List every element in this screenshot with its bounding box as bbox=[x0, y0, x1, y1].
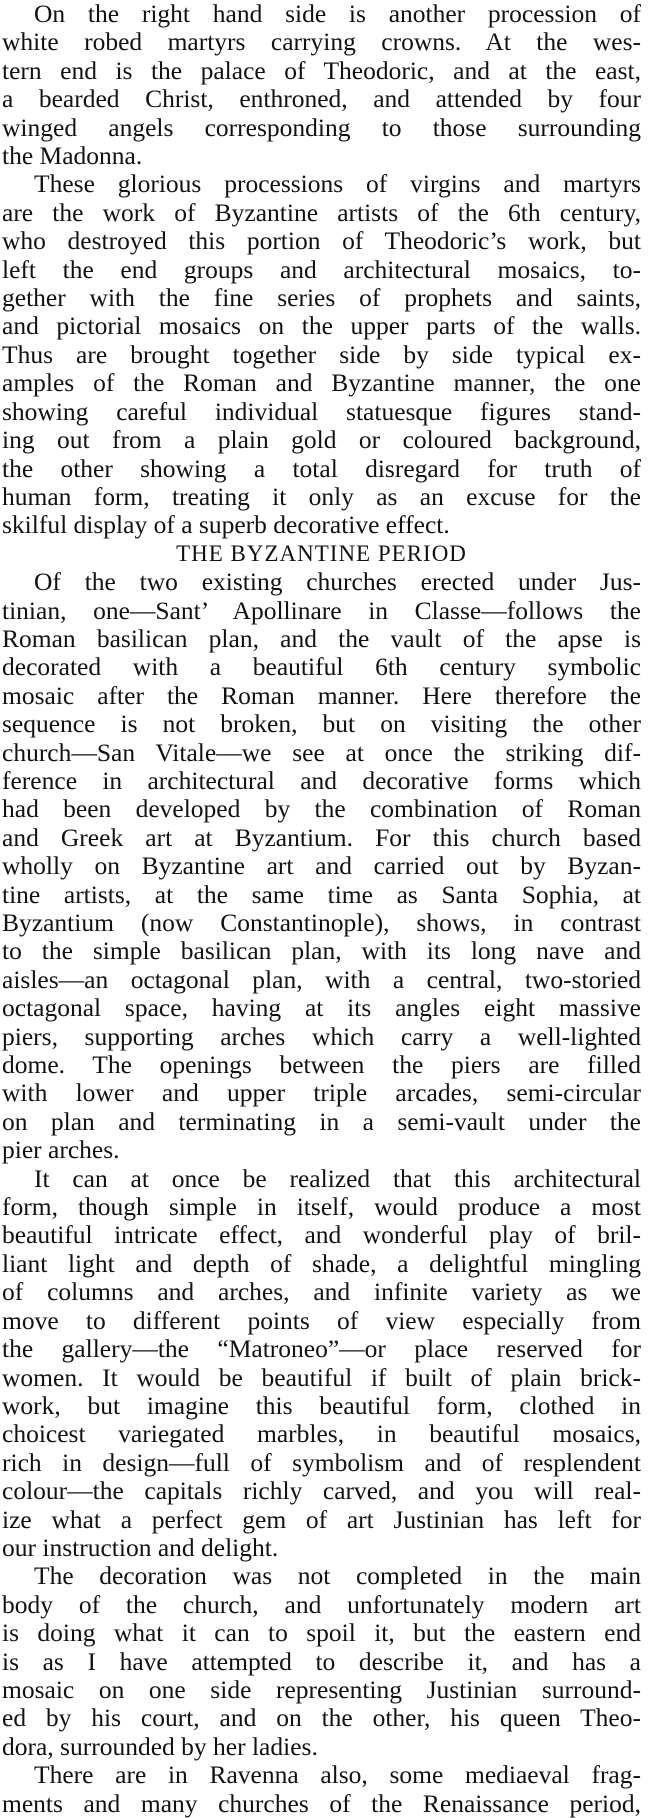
text-line: piers, supporting arches which carry a well-lighted bbox=[2, 1022, 641, 1051]
text-line: to the simple basilican plan, with its long nave and bbox=[2, 937, 641, 966]
text-line: pier arches. bbox=[2, 1136, 120, 1165]
paragraph-ravenna-fragments bbox=[2, 1761, 641, 1818]
text-line: tern end is the palace of Theodoric, and at the east, bbox=[2, 56, 641, 85]
text-line: mosaic after the Roman manner. Here therefore the bbox=[2, 681, 641, 710]
text-line: our instruction and delight. bbox=[2, 1533, 279, 1562]
text-line: sequence is not broken, but on visiting the other bbox=[2, 710, 641, 739]
text-line: ference in architectural and decorative forms which bbox=[2, 766, 641, 795]
paragraph-byzantine-artists bbox=[2, 170, 641, 539]
text-line: and Greek art at Byzantium. For this church based bbox=[2, 823, 641, 852]
text-line: winged angels corresponding to those surrounding bbox=[2, 113, 641, 142]
text-line: the gallery—the “Matroneo”—or place reserved for bbox=[2, 1335, 641, 1364]
text-line: tine artists, at the same time as Santa Sophia, at bbox=[2, 880, 641, 909]
text-line: Thus are brought together side by side typical ex- bbox=[2, 340, 641, 369]
text-line: the other showing a total disregard for truth of bbox=[2, 454, 641, 483]
text-line: work, but imagine this beautiful form, clothed in bbox=[2, 1391, 641, 1420]
text-line: aisles—an octagonal plan, with a central, two-storied bbox=[2, 965, 641, 994]
text-line: It can at once be realized that this architectural bbox=[34, 1164, 641, 1193]
text-line: ed by his court, and on the other, his queen Theo- bbox=[2, 1704, 641, 1733]
section-heading: THE BYZANTINE PERIOD bbox=[176, 540, 467, 566]
text-line: colour—the capitals richly carved, and you will real- bbox=[2, 1477, 641, 1506]
paragraph-decoration bbox=[2, 1562, 641, 1761]
text-line: octagonal space, having at its angles eight massive bbox=[2, 994, 641, 1023]
text-line: on plan and terminating in a semi-vault under the bbox=[2, 1107, 641, 1136]
text-line: form, though simple in itself, would produce a most bbox=[2, 1193, 641, 1222]
text-line: and pictorial mosaics on the upper parts of the walls. bbox=[2, 312, 641, 341]
paragraph-san-vitale bbox=[2, 568, 641, 1165]
text-line: There are in Ravenna also, some mediaeval frag- bbox=[34, 1761, 641, 1790]
text-line: showing careful individual statuesque figures stand- bbox=[2, 397, 641, 426]
text-line: body of the church, and unfortunately modern art bbox=[2, 1590, 641, 1619]
text-line: decorated with a beautiful 6th century symbolic bbox=[2, 653, 641, 682]
text-line: a bearded Christ, enthroned, and attended by four bbox=[2, 85, 641, 114]
text-line: mosaic on one side representing Justinian surround- bbox=[2, 1675, 641, 1704]
text-line: white robed martyrs carrying crowns. At the wes- bbox=[2, 28, 641, 57]
text-line: is doing what it can to spoil it, but the eastern end bbox=[2, 1619, 641, 1648]
text-line: ing out from a plain gold or coloured background, bbox=[2, 426, 641, 455]
text-line: The decoration was not completed in the main bbox=[34, 1562, 641, 1591]
text-line: had been developed by the combination of Roman bbox=[2, 795, 641, 824]
text-line: rich in design—full of symbolism and of resplendent bbox=[2, 1448, 641, 1477]
text-line: dome. The openings between the piers are filled bbox=[2, 1051, 641, 1080]
text-line: move to different points of view especially from bbox=[2, 1306, 641, 1335]
text-line: of columns and arches, and infinite variety as we bbox=[2, 1278, 641, 1307]
text-line: with lower and upper triple arcades, semi-circular bbox=[2, 1079, 641, 1108]
text-line: women. It would be beautiful if built of plain brick- bbox=[2, 1363, 641, 1392]
text-line: skilful display of a superb decorative effect. bbox=[2, 511, 450, 540]
text-line: left the end groups and architectural mosaics, to- bbox=[2, 255, 641, 284]
text-line: wholly on Byzantine art and carried out by Byzan- bbox=[2, 852, 641, 881]
text-line: church—San Vitale—we see at once the striking dif- bbox=[2, 738, 641, 767]
text-line: are the work of Byzantine artists of the 6th century, bbox=[2, 198, 641, 227]
paragraph-martyrs-procession bbox=[2, 0, 641, 170]
text-line: These glorious processions of virgins and martyrs bbox=[34, 170, 641, 199]
text-line: choicest variegated marbles, in beautiful mosaics, bbox=[2, 1420, 641, 1449]
text-line: liant light and depth of shade, a delightful mingling bbox=[2, 1249, 641, 1278]
text-line: tinian, one—Sant’ Apollinare in Classe—follows the bbox=[2, 596, 641, 625]
paragraph-architectural-form bbox=[2, 1165, 641, 1563]
text-line: Byzantium (now Constantinople), shows, in contrast bbox=[2, 909, 641, 937]
text-line: who destroyed this portion of Theodoric’s work, but bbox=[2, 227, 641, 256]
text-line: dora, surrounded by her ladies. bbox=[2, 1732, 318, 1761]
text-line: ments and many churches of the Renaissance period, bbox=[2, 1789, 641, 1818]
text-line: is as I have attempted to describe it, and has a bbox=[2, 1647, 641, 1676]
text-line: gether with the fine series of prophets and saints, bbox=[2, 284, 641, 313]
text-line: beautiful intricate effect, and wonderful play of bril- bbox=[2, 1221, 641, 1250]
text-line: human form, treating it only as an excuse for the bbox=[2, 482, 641, 511]
text-line: the Madonna. bbox=[2, 142, 143, 171]
text-line: On the right hand side is another procession of bbox=[34, 0, 641, 28]
text-line: Roman basilican plan, and the vault of the apse is bbox=[2, 624, 641, 653]
text-line: ize what a perfect gem of art Justinian has left for bbox=[2, 1505, 641, 1534]
text-line: Of the two existing churches erected under Jus- bbox=[34, 568, 641, 597]
text-line: amples of the Roman and Byzantine manner, the one bbox=[2, 369, 641, 398]
